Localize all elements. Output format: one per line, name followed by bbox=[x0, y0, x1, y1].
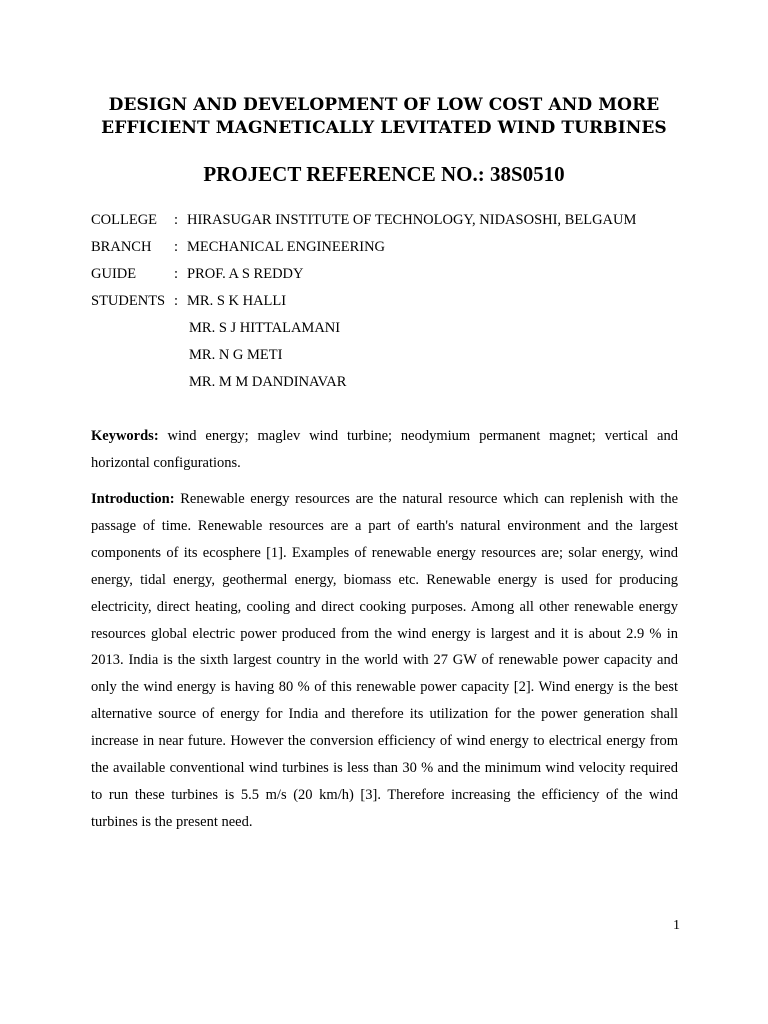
guide-label: GUIDE bbox=[91, 266, 137, 282]
guide-separator: : bbox=[174, 266, 179, 282]
branch-separator: : bbox=[174, 239, 179, 255]
keywords-label: Keywords: bbox=[91, 428, 159, 444]
info-row-student bbox=[91, 315, 711, 342]
page-number: 1 bbox=[673, 918, 680, 933]
project-info-block bbox=[91, 207, 711, 396]
info-row-students bbox=[91, 288, 711, 315]
student-name: MR. M M DANDINAVAR bbox=[189, 374, 347, 390]
title-line-2: EFFICIENT MAGNETICALLY LEVITATED WIND TURBINES bbox=[101, 118, 667, 138]
title-line-1: DESIGN AND DEVELOPMENT OF LOW COST AND MORE bbox=[108, 95, 660, 115]
info-row-branch bbox=[91, 234, 711, 261]
introduction-label: Introduction: bbox=[91, 491, 175, 507]
college-separator: : bbox=[174, 212, 179, 228]
info-row-college bbox=[91, 207, 711, 234]
keywords-paragraph bbox=[91, 423, 678, 477]
students-label: STUDENTS bbox=[91, 293, 166, 309]
branch-label: BRANCH bbox=[91, 239, 152, 255]
keywords-text: wind energy; maglev wind turbine; neodymium permanent magnet; vertical and horizontal configurations. bbox=[91, 428, 678, 471]
info-row-guide bbox=[91, 261, 711, 288]
info-row-student bbox=[91, 369, 711, 396]
info-row-student bbox=[91, 342, 711, 369]
student-name: MR. N G METI bbox=[189, 347, 283, 363]
introduction-text: Renewable energy resources are the natural resource which can replenish with the passage of time. Renewable resources are a part of earth's natural environment and the largest components of its ecosphere [1]. Examples of renewable energy resources are; solar energy, wind energy, tidal energy, geothermal energy, biomass etc. Renewable energy is used for producing electricity, direct heating, cooling and direct cooking purposes. Among all other renewable energy resources global electric power produced from the wind energy is largest and it is about 2.9 % in 2013. India is the sixth largest country in the world with 27 GW of renewable power capacity and only the wind energy is having 80 % of this renewable power capacity [2]. Wind energy is the best alternative source of energy for India and therefore its utilization for the power generation shall increase in near future. However the conversion efficiency of wind energy to electrical energy from the available conventional wind turbines is less than 30 % and the minimum wind velocity required to run these turbines is 5.5 m/s (20 km/h) [3]. Therefore increasing the efficiency of the wind turbines is the present need. bbox=[91, 491, 678, 830]
introduction-paragraph bbox=[91, 486, 678, 836]
students-separator: : bbox=[174, 293, 179, 309]
student-name: MR. S K HALLI bbox=[187, 293, 287, 309]
college-value: HIRASUGAR INSTITUTE OF TECHNOLOGY, NIDASOSHI, BELGAUM bbox=[187, 212, 637, 228]
guide-value: PROF. A S REDDY bbox=[187, 266, 304, 282]
student-name: MR. S J HITTALAMANI bbox=[189, 320, 341, 336]
project-reference: PROJECT REFERENCE NO.: 38S0510 bbox=[203, 162, 565, 186]
branch-value: MECHANICAL ENGINEERING bbox=[187, 239, 386, 255]
document-title bbox=[60, 94, 708, 140]
college-label: COLLEGE bbox=[91, 212, 158, 228]
